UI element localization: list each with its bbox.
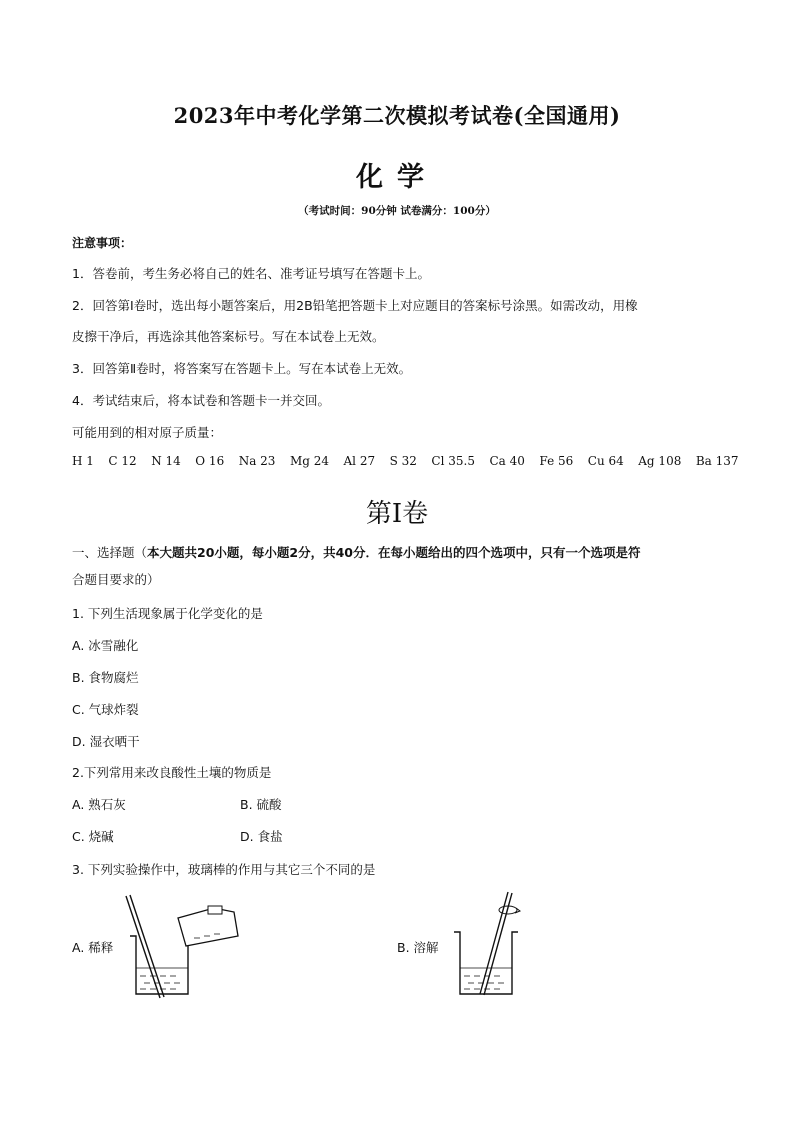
notice-item-3: 3．回答第Ⅱ卷时，将答案写在答题卡上。写在本试卷上无效。 [72, 361, 412, 376]
exam-meta: （考试时间：90分钟 试卷满分：100分） [298, 205, 496, 217]
atomic-mass-item: Na 23 [238, 454, 276, 468]
atomic-mass-item: C 12 [108, 454, 137, 468]
notice-item-2: 2．回答第Ⅰ卷时，选出每小题答案后，用2B铅笔把答题卡上对应题目的答案标号涂黑。如需改动，用橡 [72, 298, 638, 313]
atomic-mass-item: Cu 64 [587, 454, 624, 468]
atomic-mass-item: N 14 [151, 454, 181, 468]
question-2-option-b: B. 硫酸 [240, 797, 282, 812]
section-instruction-cont: 合题目要求的） [72, 572, 160, 587]
notice-heading: 注意事项： [72, 236, 133, 250]
atomic-mass-item: Ca 40 [489, 454, 525, 468]
atomic-mass-item: Mg 24 [289, 454, 330, 468]
dissolving-apparatus-illustration [450, 890, 540, 1000]
question-1-stem: 1. 下列生活现象属于化学变化的是 [72, 606, 263, 621]
atomic-mass-heading: 可能用到的相对原子质量： [72, 425, 223, 440]
atomic-mass-item: Cl 35.5 [431, 454, 475, 468]
question-2-option-d: D. 食盐 [240, 829, 283, 844]
question-2-option-c: C. 烧碱 [72, 829, 114, 844]
subject-heading: 化学 [356, 162, 438, 193]
question-2-option-a: A. 熟石灰 [72, 797, 126, 812]
exam-title: 2023年中考化学第二次模拟考试卷(全国通用) [173, 103, 621, 128]
atomic-mass-item: H 1 [72, 454, 94, 468]
question-3-stem: 3. 下列实验操作中，玻璃棒的作用与其它三个不同的是 [72, 862, 376, 877]
notice-item-2-cont: 皮擦干净后，再选涂其他答案标号。写在本试卷上无效。 [72, 329, 385, 344]
atomic-mass-item: Al 27 [343, 454, 376, 468]
notice-item-4: 4．考试结束后，将本试卷和答题卡一并交回。 [72, 393, 330, 408]
question-3-option-b: B. 溶解 [397, 940, 439, 955]
question-3-option-a: A. 稀释 [72, 940, 114, 955]
question-1-option-c: C. 气球炸裂 [72, 702, 139, 717]
atomic-mass-item: S 32 [389, 454, 417, 468]
question-1-option-a: A. 冰雪融化 [72, 638, 139, 653]
atomic-mass-item: Fe 56 [539, 454, 574, 468]
atomic-mass-list [72, 454, 753, 468]
question-2-stem: 2.下列常用来改良酸性土壤的物质是 [72, 765, 272, 780]
section-prefix: 一、选择题（ [72, 545, 148, 560]
volume-title: 第Ⅰ卷 [365, 499, 429, 529]
notice-item-1: 1．答卷前，考生务必将自己的姓名、准考证号填写在答题卡上。 [72, 266, 430, 281]
question-1-option-d: D. 湿衣晒干 [72, 734, 140, 749]
dilution-apparatus-illustration [120, 892, 240, 1002]
atomic-mass-item: Ba 137 [695, 454, 739, 468]
question-1-option-b: B. 食物腐烂 [72, 670, 139, 685]
atomic-mass-item: Ag 108 [638, 454, 682, 468]
section-instruction-bold: 本大题共20小题，每小题2分，共40分．在每小题给出的四个选项中，只有一个选项是符 [147, 545, 641, 560]
atomic-mass-item: O 16 [195, 454, 225, 468]
section-instruction [72, 543, 641, 561]
